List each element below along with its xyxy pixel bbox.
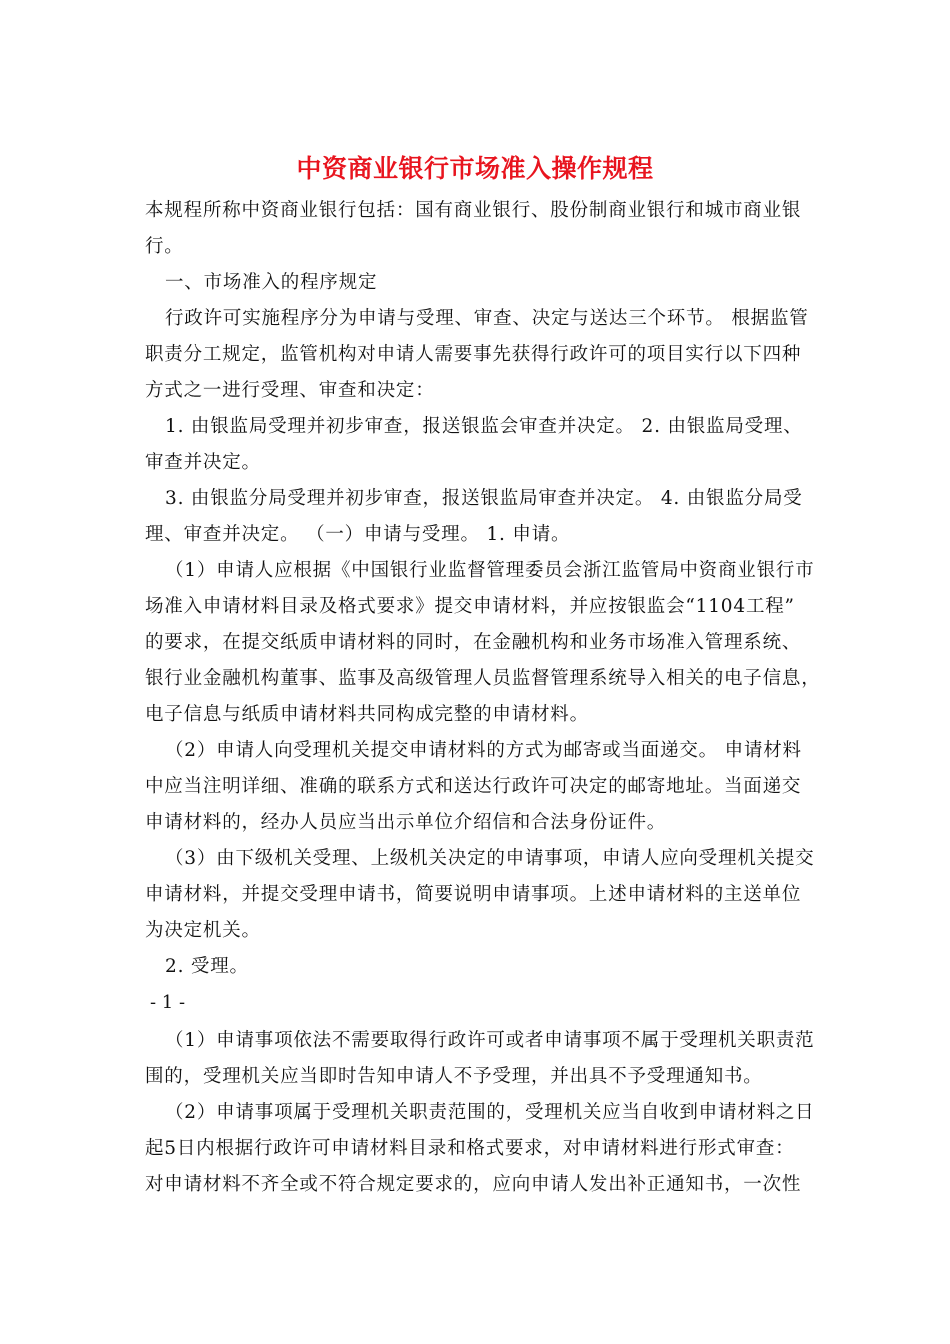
paragraph-line: 本规程所称中资商业银行包括：国有商业银行、股份制商业银行和城市商业银 [145,200,802,221]
paragraph-line: 场准入申请材料目录及格式要求》提交申请材料，并应按银监会“1104工程” [145,596,795,617]
paragraph-line: 的要求，在提交纸质申请材料的同时，在金融机构和业务市场准入管理系统、 [145,632,802,653]
paragraph-line: 2. 受理。 [165,956,249,977]
paragraph-line: （1）申请事项依法不需要取得行政许可或者申请事项不属于受理机关职责范 [165,1030,815,1051]
page-number: - 1 - [150,992,186,1013]
paragraph-line: 方式之一进行受理、审查和决定： [145,380,435,401]
paragraph-line: （2）申请人向受理机关提交申请材料的方式为邮寄或当面递交。 申请材料 [165,740,802,761]
paragraph-line: 行政许可实施程序分为申请与受理、审查、决定与送达三个环节。 根据监管 [165,308,809,329]
paragraph-line: 为决定机关。 [145,920,261,941]
paragraph-line: 申请材料的，经办人员应当出示单位介绍信和合法身份证件。 [145,812,667,833]
paragraph-line: 电子信息与纸质申请材料共同构成完整的申请材料。 [145,704,589,725]
paragraph-line: 对申请材料不齐全或不符合规定要求的，应向申请人发出补正通知书，一次性 [145,1174,802,1195]
section-heading: 一、市场准入的程序规定 [165,272,378,293]
paragraph-line: 中应当注明详细、准确的联系方式和送达行政许可决定的邮寄地址。当面递交 [145,776,802,797]
paragraph-line: 职责分工规定，监管机构对申请人需要事先获得行政许可的项目实行以下四种 [145,344,802,365]
paragraph-line: 1. 由银监局受理并初步审查，报送银监会审查并决定。 2. 由银监局受理、 [165,416,803,437]
paragraph-line: 围的，受理机关应当即时告知申请人不予受理，并出具不予受理通知书。 [145,1066,763,1087]
paragraph-line: 银行业金融机构董事、监事及高级管理人员监督管理系统导入相关的电子信息， [145,668,821,689]
paragraph-line: 申请材料，并提交受理申请书，简要说明申请事项。上述申请材料的主送单位 [145,884,802,905]
paragraph-line: 3. 由银监分局受理并初步审查，报送银监局审查并决定。 4. 由银监分局受 [165,488,803,509]
paragraph-line: （3）由下级机关受理、上级机关决定的申请事项，申请人应向受理机关提交 [165,848,815,869]
document-title: 中资商业银行市场准入操作规程 [296,154,654,183]
paragraph-line: 起5日内根据行政许可申请材料目录和格式要求，对申请材料进行形式审查： [145,1138,795,1159]
paragraph-line: 审查并决定。 [145,452,261,473]
paragraph-line: 理、审查并决定。 （一）申请与受理。 1. 申请。 [145,524,571,545]
paragraph-line: 行。 [145,236,184,257]
paragraph-line: （2）申请事项属于受理机关职责范围的，受理机关应当自收到申请材料之日 [165,1102,815,1123]
paragraph-line: （1）申请人应根据《中国银行业监督管理委员会浙江监管局中资商业银行市 [165,560,815,581]
